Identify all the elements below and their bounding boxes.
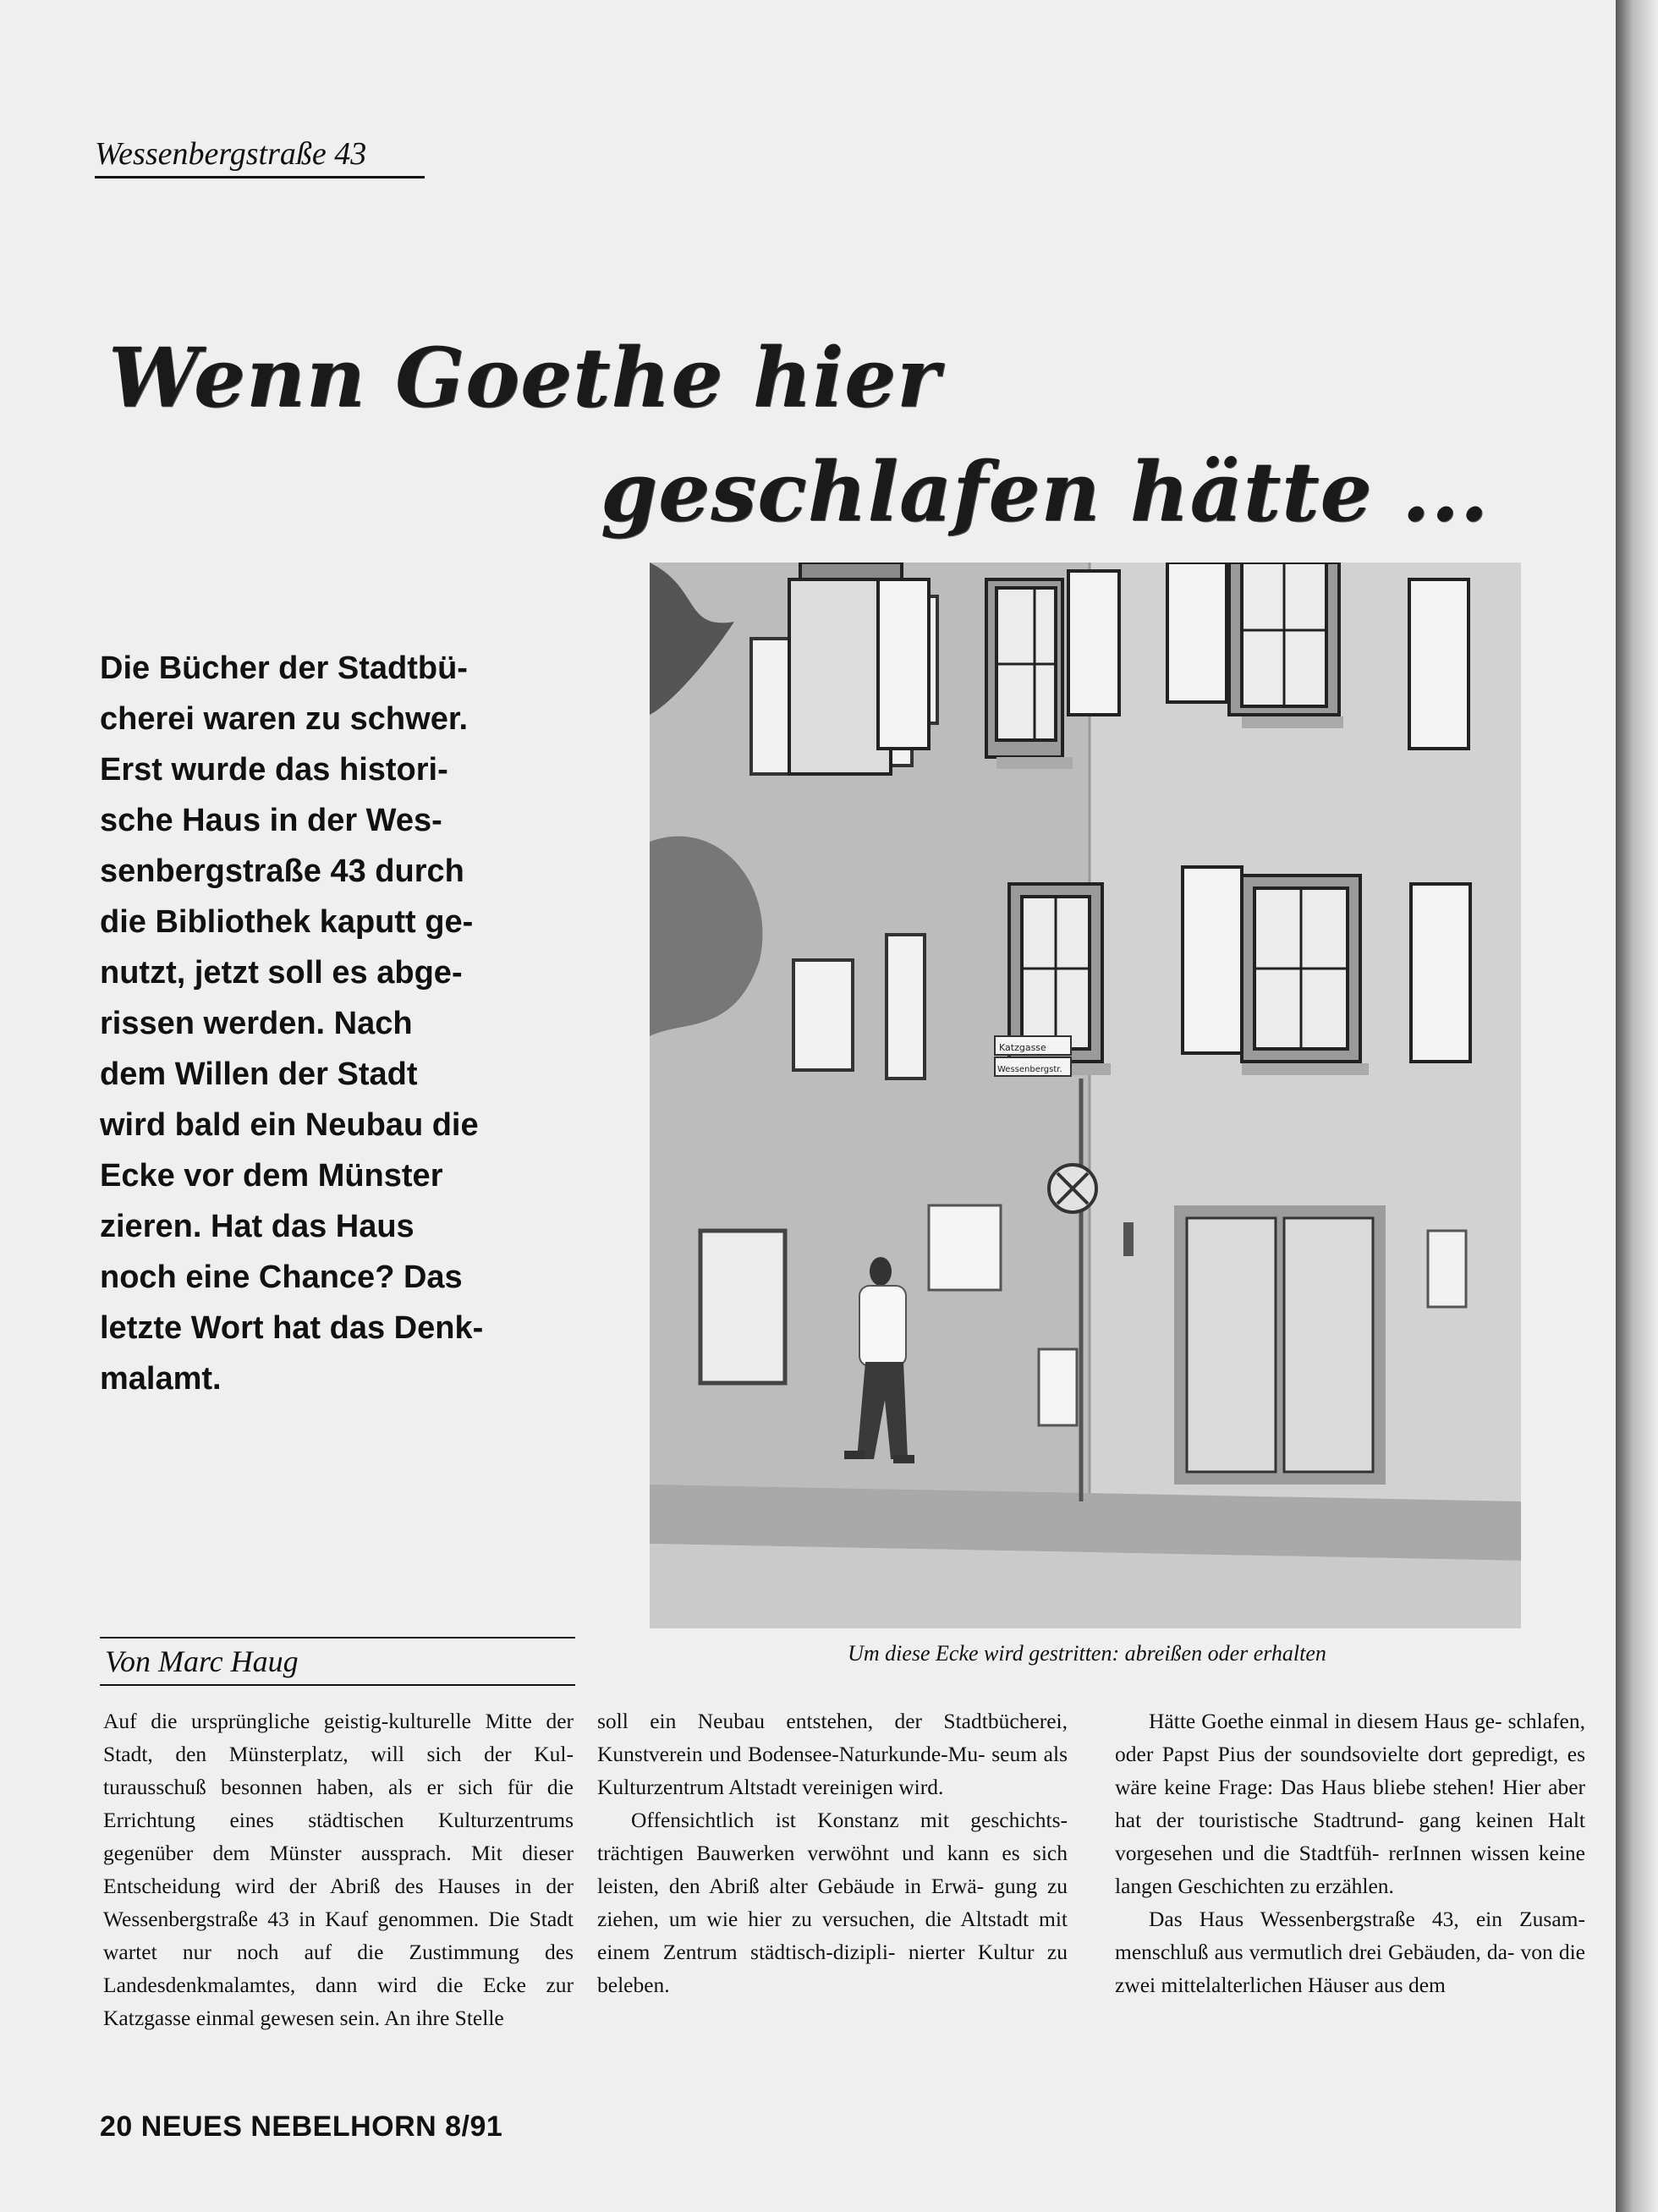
headline-line-1: Wenn Goethe hier: [108, 330, 941, 425]
byline: Von Marc Haug: [105, 1644, 299, 1678]
lead-line: zieren. Hat das Haus: [100, 1209, 414, 1244]
body-line: gepredigt, es wäre keine Frage: Das Haus bliebe: [1115, 1742, 1586, 1799]
body-line: sich leisten, den Abriß alter Gebäude in Erwä-: [597, 1841, 1068, 1898]
body-line: menschluß aus vermutlich drei Gebäuden, da-: [1115, 1940, 1515, 1964]
body-line: Stadt wartet nur noch auf die Zustimmung des: [103, 1907, 574, 1964]
building-photo-illustration: [650, 563, 1521, 1628]
body-paragraph: [1115, 1704, 1585, 1902]
body-line: soll ein Neubau entstehen, der Stadtbücherei,: [597, 1709, 1068, 1733]
body-column-3: [1115, 1704, 1585, 2001]
body-line: Auf die ursprüngliche geistig-kulturelle Mitte: [103, 1709, 532, 1733]
body-line: rerInnen wissen keine langen Geschichten zu: [1115, 1841, 1586, 1898]
body-line: gung zu ziehen, um wie hier zu versuchen, die: [597, 1874, 1068, 1931]
lead-line: die Bibliothek kaputt ge-: [100, 904, 474, 940]
lead-line: sche Haus in der Wes-: [100, 803, 442, 838]
body-line: seum als Kulturzentrum Altstadt vereinigen: [597, 1742, 1068, 1799]
body-paragraph: [103, 1704, 574, 2034]
body-line: Landesdenkmalamtes, dann wird die Ecke zur: [103, 1973, 574, 1997]
lead-line: rissen werden. Nach: [100, 1006, 413, 1041]
lead-line: dem Willen der Stadt: [100, 1057, 418, 1092]
lead-line: Ecke vor dem Münster: [100, 1158, 443, 1194]
body-line: turausschuß besonnen haben, als er sich für die: [103, 1775, 574, 1799]
section-label: Wessenbergstraße 43: [95, 135, 425, 178]
body-line: wird.: [898, 1775, 944, 1799]
body-line: Katzgasse einmal gewesen sein. An ihre Stelle: [103, 2006, 504, 2030]
body-paragraph: [597, 1803, 1068, 2001]
body-line: gegenüber dem Münster aussprach. Mit dieser: [103, 1841, 574, 1865]
body-line: von die zwei mittelalterlichen Häuser aus dem: [1115, 1940, 1586, 1997]
body-line: Das Haus Wessenbergstraße 43, ein Zusam-: [1149, 1907, 1585, 1931]
lead-line: noch eine Chance? Das: [100, 1260, 463, 1295]
body-line: trächtigen Bauwerken verwöhnt und kann es: [597, 1841, 1020, 1865]
body-line: Offensichtlich ist Konstanz mit geschichts-: [631, 1808, 1068, 1832]
lead-line: wird bald ein Neubau die: [100, 1107, 479, 1143]
lead-line: malamt.: [100, 1361, 222, 1397]
body-line: Kunstverein und Bodensee-Naturkunde-Mu-: [597, 1742, 985, 1766]
page-edge-shadow: [1616, 0, 1658, 2212]
body-line: gang keinen Halt vorgesehen und die Stadtfüh-: [1115, 1808, 1585, 1865]
body-line: Wessenbergstraße 43 in Kauf genommen. Die: [103, 1907, 520, 1931]
lead-line: Die Bücher der Stadtbü-: [100, 650, 468, 686]
body-line: Altstadt mit einem Zentrum städtisch-dizipli-: [597, 1907, 1068, 1964]
photo-caption: Um diese Ecke wird gestritten: abreißen oder erhalten: [848, 1641, 1326, 1666]
street-sign-wessenbergstrasse: Wessenbergstr.: [997, 1065, 1062, 1074]
street-sign-katzgasse: Katzgasse: [999, 1042, 1046, 1053]
building-photo: [650, 563, 1521, 1628]
body-paragraph: [597, 1704, 1068, 1803]
lead-line: nutzt, jetzt soll es abge-: [100, 955, 463, 991]
body-line: stehen! Hier aber hat der touristische Stadtrund-: [1115, 1775, 1586, 1832]
body-line: Hätte Goethe einmal in diesem Haus ge-: [1149, 1709, 1502, 1733]
body-line: schlafen, oder Papst Pius der soundsovielte dort: [1115, 1709, 1586, 1766]
body-line: erzählen.: [1315, 1874, 1394, 1898]
lead-line: Erst wurde das histori-: [100, 752, 448, 788]
body-column-1: [103, 1704, 574, 2034]
body-line: der Stadt, den Münsterplatz, will sich der Kul-: [103, 1709, 574, 1766]
headline-line-2: geschlafen hätte ...: [601, 444, 1490, 540]
body-line: Errichtung eines städtischen Kulturzentrums: [103, 1808, 574, 1832]
lead-line: cherei waren zu schwer.: [100, 701, 469, 737]
lead-line: senbergstraße 43 durch: [100, 854, 464, 889]
lead-paragraph: [100, 643, 557, 1404]
body-line: nierter Kultur zu beleben.: [597, 1940, 1068, 1997]
lead-line: letzte Wort hat das Denk-: [100, 1310, 484, 1346]
lead-text: [100, 643, 557, 1404]
body-paragraph: [1115, 1902, 1585, 2001]
byline-box: [100, 1637, 575, 1686]
page-footer: 20 NEUES NEBELHORN 8/91: [100, 2110, 503, 2143]
body-line: Entscheidung wird der Abriß des Hauses in der: [103, 1874, 574, 1898]
body-column-2: [597, 1704, 1068, 2001]
